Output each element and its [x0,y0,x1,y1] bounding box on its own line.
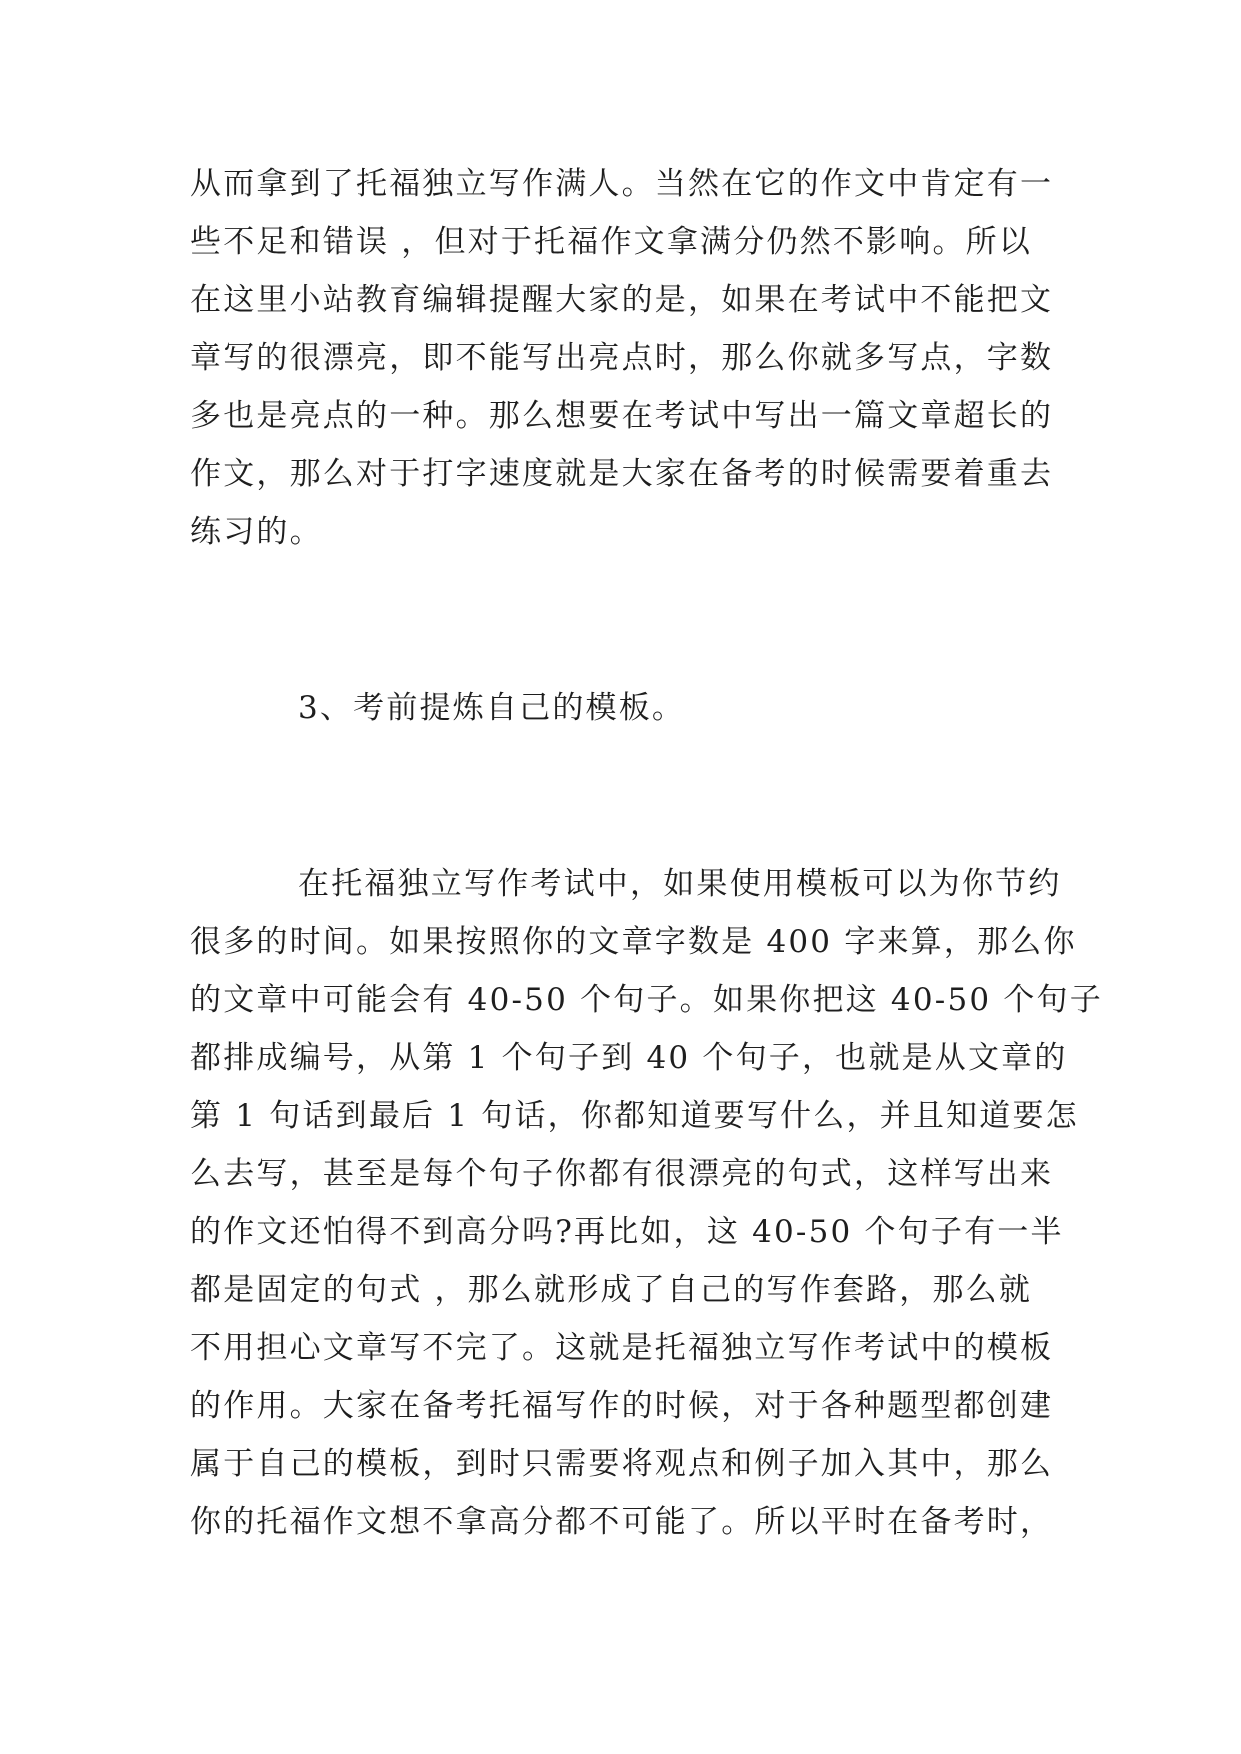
text-line: 在这里小站教育编辑提醒大家的是，如果在考试中不能把文 [190,282,1054,318]
text-line: 从而拿到了托福独立写作满人。当然在它的作文中肯定有一 [190,166,1054,202]
text-line: 作文，那么对于打字速度就是大家在备考的时候需要着重去 [190,456,1054,492]
text-line: 的文章中可能会有 40-50 个句子。如果你把这 40-50 个句子 [190,982,1103,1018]
section-heading: 3、考前提炼自己的模板。 [298,690,686,726]
text-line: 第 1 句话到最后 1 句话，你都知道要写什么，并且知道要怎 [190,1098,1079,1134]
text-line: 章写的很漂亮，即不能写出亮点时，那么你就多写点，字数 [190,340,1054,376]
text-line: 属于自己的模板，到时只需要将观点和例子加入其中，那么 [190,1446,1054,1482]
text-line: 些不足和错误 ，但对于托福作文拿满分仍然不影响。所以 [190,224,1033,260]
text-line: 不用担心文章写不完了。这就是托福独立写作考试中的模板 [190,1330,1054,1366]
text-line: 的作用。大家在备考托福写作的时候，对于各种题型都创建 [190,1388,1054,1424]
text-line: 都是固定的句式 ，那么就形成了自己的写作套路，那么就 [190,1272,1033,1308]
text-line: 多也是亮点的一种。那么想要在考试中写出一篇文章超长的 [190,398,1054,434]
text-line: 都排成编号，从第 1 个句子到 40 个句子，也就是从文章的 [190,1040,1068,1076]
text-line: 么去写，甚至是每个句子你都有很漂亮的句式，这样写出来 [190,1156,1054,1192]
text-line: 练习的。 [190,514,323,550]
text-line: 你的托福作文想不拿高分都不可能了。所以平时在备考时， [190,1504,1054,1540]
text-line: 的作文还怕得不到高分吗?再比如，这 40-50 个句子有一半 [190,1214,1064,1250]
text-line: 在托福独立写作考试中，如果使用模板可以为你节约 [298,866,1062,902]
text-line: 很多的时间。如果按照你的文章字数是 400 字来算，那么你 [190,924,1077,960]
